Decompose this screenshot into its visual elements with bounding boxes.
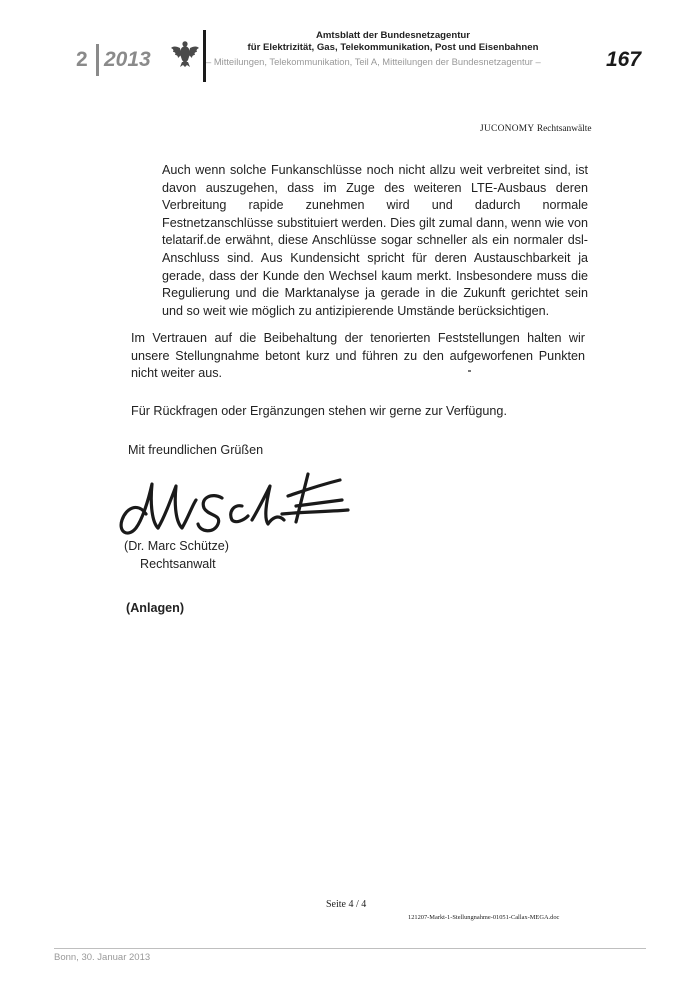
handwritten-signature (112, 462, 352, 546)
footer-date: Bonn, 30. Januar 2013 (54, 952, 151, 963)
closing-greeting: Mit freundlichen Grüßen (128, 443, 264, 457)
firm-name: JUCONOMY (480, 124, 535, 134)
issue-year: 2013 (104, 48, 151, 71)
footer-divider (54, 948, 646, 949)
firm-letterhead (480, 124, 592, 134)
paragraph-rueckfragen: Für Rückfragen oder Ergänzungen stehen wir gerne zur Verfügung. (131, 404, 507, 418)
signer-name: (Dr. Marc Schütze) (124, 539, 229, 553)
gazette-subtitle: – Mitteilungen, Telekommunikation, Teil A, Mitteilungen der Bundesnetzagentur – (206, 56, 541, 67)
firm-suffix: Rechtsanwälte (536, 124, 592, 134)
federal-eagle-icon (170, 38, 200, 68)
paragraph-funkanschluesse: Auch wenn solche Funkanschlüsse noch nicht allzu weit verbreitet sind, ist davon auszugehen, dass im Zuge des weiteren LTE-Ausbaus deren Verbreitung rapide zunehmen wird und dadurch normale Festnetzanschlüsse substituiert werden. Dies gilt zumal dann, wenn wie von telatarif.de erwähnt, diese Anschlüsse sogar schneller als ein normaler dsl-Anschluss sind. Aus Kundensicht spricht für deren Austauschbarkeit ja gerade, dass der Kunde den Wechsel kaum merkt. Insbesondere muss die Regulierung und die Marktanalyse ja gerade in die Zukunft gerichtet sein und so weit wie möglich zu antizipierende Umstände berücksichtigen. (162, 163, 588, 318)
gazette-title (208, 30, 578, 54)
signer-role: Rechtsanwalt (140, 557, 216, 571)
gazette-title-line2: für Elektrizität, Gas, Telekommunikation, Post und Eisenbahnen (247, 42, 539, 53)
letter-page-count: Seite 4 / 4 (326, 899, 367, 910)
scan-speck (468, 370, 471, 372)
document-reference: 121207-Markt-1-Stellungnahme-01051-Callax-MEGA.doc (408, 914, 560, 921)
gazette-title-line1: Amtsblatt der Bundesnetzagentur (315, 30, 471, 41)
issue-number: 2 (76, 48, 88, 71)
issue-divider (96, 44, 99, 76)
paragraph-vertrauen: Im Vertrauen auf die Beibehaltung der tenorierten Feststellungen halten wir unsere Stellungnahme betont kurz und führen zu den aufgeworfenen Punkten nicht weiter aus. (131, 331, 585, 381)
attachments-note: (Anlagen) (126, 601, 185, 615)
page-number: 167 (606, 48, 642, 71)
